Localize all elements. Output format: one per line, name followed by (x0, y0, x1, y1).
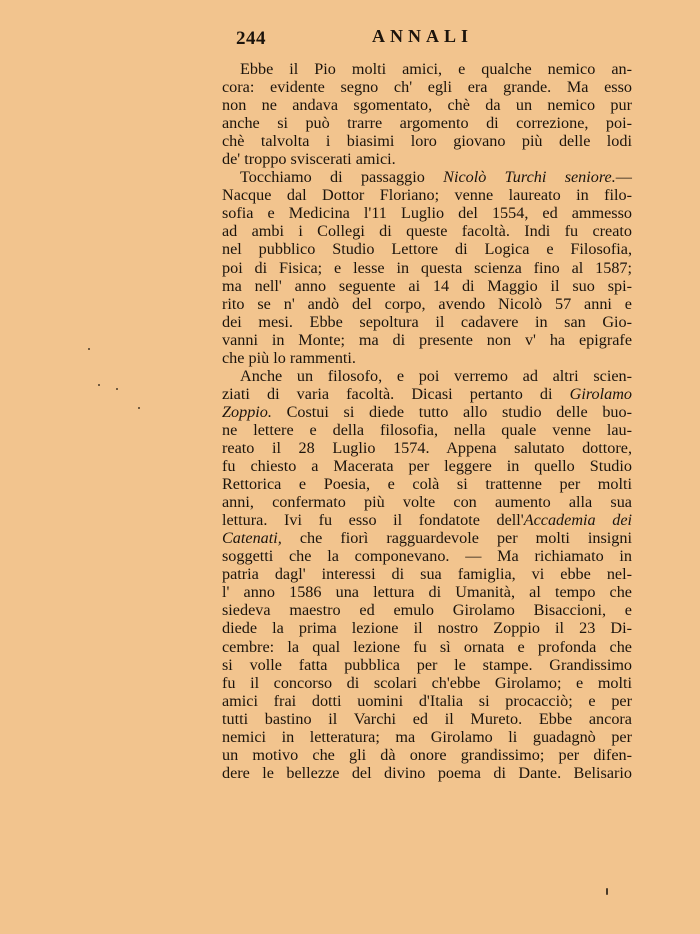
text-segment: poi di Fisica; e lesse in questa scienza fino al 1587; (222, 258, 632, 277)
text-line (222, 421, 632, 439)
text-segment: cora: evidente segno ch' egli era grande. Ma esso (222, 78, 632, 97)
text-segment: — (615, 168, 632, 187)
text-line (222, 150, 632, 168)
text-segment: reato il 28 Luglio 1574. Appena salutato dottore, (222, 438, 632, 457)
text-line (222, 259, 632, 277)
text-segment: Rettorica e Poesia, e colà si trattenne per molti (222, 475, 632, 494)
text-line (222, 403, 632, 421)
text-segment: diede la prima lezione il nostro Zoppio il 23 Di- (222, 619, 632, 638)
text-line (222, 78, 632, 96)
text-line (222, 728, 632, 746)
text-line (222, 349, 632, 367)
text-segment: chè talvolta i biasimi loro giovano più delle lodi (222, 132, 632, 151)
text-line (222, 222, 632, 240)
text-segment: ma nell' anno seguente ai 14 di Maggio il suo spi- (222, 276, 632, 295)
text-line (222, 746, 632, 764)
text-line (222, 168, 632, 186)
text-segment: Anche un filosofo, e poi verremo ad altri scien- (240, 366, 632, 385)
text-segment: che fiorì ragguardevole per molti insigni (281, 529, 632, 548)
text-line (222, 601, 632, 619)
text-line (222, 96, 632, 114)
text-line (222, 475, 632, 493)
text-segment: si volle fatta pubblica per le stampe. Grandissimo (222, 655, 632, 674)
text-line (222, 529, 632, 547)
text-segment: Costui si diede tutto allo studio delle buo- (271, 402, 632, 421)
page-number: 244 (236, 28, 266, 49)
text-segment: che più lo rammenti. (222, 348, 356, 367)
italic-text: Accademia dei (523, 511, 632, 530)
text-line (222, 204, 632, 222)
text-line (222, 547, 632, 565)
text-line (222, 240, 632, 258)
text-line (222, 295, 632, 313)
scan-speck (138, 407, 140, 409)
text-line (222, 313, 632, 331)
text-segment: Ebbe il Pio molti amici, e qualche nemico an- (240, 60, 632, 78)
text-segment: nel pubblico Studio Lettore di Logica e Filosofia, (222, 240, 632, 259)
scan-speck (98, 384, 100, 386)
text-line (222, 385, 632, 403)
italic-text: Catenati, (222, 529, 282, 548)
text-line (222, 277, 632, 295)
text-segment: Nacque dal Dottor Floriano; venne laureato in filo- (222, 186, 632, 205)
text-line (222, 511, 632, 529)
text-line (222, 114, 632, 132)
text-segment: vanni in Monte; ma di presente non v' ha epigrafe (222, 330, 632, 349)
text-line (222, 493, 632, 511)
text-line (222, 692, 632, 710)
page-header (222, 24, 642, 52)
text-line (222, 619, 632, 637)
text-segment: dere le bellezze del divino poema di Dante. Belisario (222, 763, 632, 782)
text-segment: amici frai dotti uomini d'Italia si procacciò; e per (222, 691, 632, 710)
text-segment: dei mesi. Ebbe sepoltura il cadavere in san Gio- (222, 312, 632, 331)
text-line (222, 764, 632, 782)
text-segment: Tocchiamo di passaggio (240, 168, 444, 187)
text-segment: lettura. Ivi fu esso il fondatote dell' (222, 511, 524, 530)
text-line (222, 132, 632, 150)
text-line (222, 565, 632, 583)
text-line (222, 656, 632, 674)
text-segment: siedeva maestro ed emulo Girolamo Bisaccioni, e (222, 601, 632, 620)
italic-text: Nicolò Turchi seniore. (443, 168, 616, 187)
text-segment: anni, confermato più volte con aumento alla sua (222, 493, 632, 512)
text-line (222, 367, 632, 385)
text-segment: fu chiesto a Macerata per leggere in quello Studio (222, 457, 632, 476)
text-segment: patria dagl' interessi di sua famiglia, vi ebbe nel- (222, 565, 632, 584)
text-line (222, 457, 632, 475)
text-segment: non ne andava sgomentato, chè da un nemico pur (222, 96, 632, 115)
text-segment: de' troppo sviscerati amici. (222, 150, 396, 169)
running-title: ANNALI (372, 26, 474, 46)
text-segment: ad ambi i Collegi di queste facoltà. Indi fu creato (222, 222, 632, 241)
text-segment: fu il concorso di scolari ch'ebbe Girolamo; e molti (222, 673, 632, 692)
text-line (222, 331, 632, 349)
text-line (222, 674, 632, 692)
text-segment: ne lettere e della filosofia, nella quale venne lau- (222, 420, 632, 439)
text-line (222, 638, 632, 656)
text-segment: cembre: la qual lezione fu sì ornata e profonda che (222, 637, 632, 656)
text-line (222, 186, 632, 204)
text-segment: soggetti che la componevano. — Ma richiamato in (222, 547, 632, 566)
scan-speck (116, 388, 118, 390)
italic-text: Zoppio. (222, 402, 272, 421)
body-text (222, 60, 632, 782)
text-segment: anche si può trarre argomento di correzione, poi- (222, 114, 632, 133)
italic-text: Girolamo (569, 384, 632, 403)
text-segment: l' anno 1586 una lettura di Umanità, al tempo che (222, 583, 632, 602)
text-line (222, 439, 632, 457)
text-line (222, 710, 632, 728)
text-line (222, 583, 632, 601)
text-segment: nemici in letteratura; ma Girolamo li guadagnò per (222, 727, 632, 746)
text-segment: sofia e Medicina l'11 Luglio del 1554, ed ammesso (222, 204, 632, 223)
text-segment: un motivo che gli dà onore grandissimo; per difen- (222, 745, 632, 764)
text-segment: ziati di varia facoltà. Dicasi pertanto di (222, 384, 570, 403)
scan-speck (606, 888, 608, 895)
text-line (222, 60, 632, 78)
scan-speck (88, 348, 90, 350)
text-segment: rito se n' andò del corpo, avendo Nicolò 57 anni e (222, 294, 632, 313)
text-segment: tutti bastino il Varchi ed il Mureto. Ebbe ancora (222, 709, 632, 728)
